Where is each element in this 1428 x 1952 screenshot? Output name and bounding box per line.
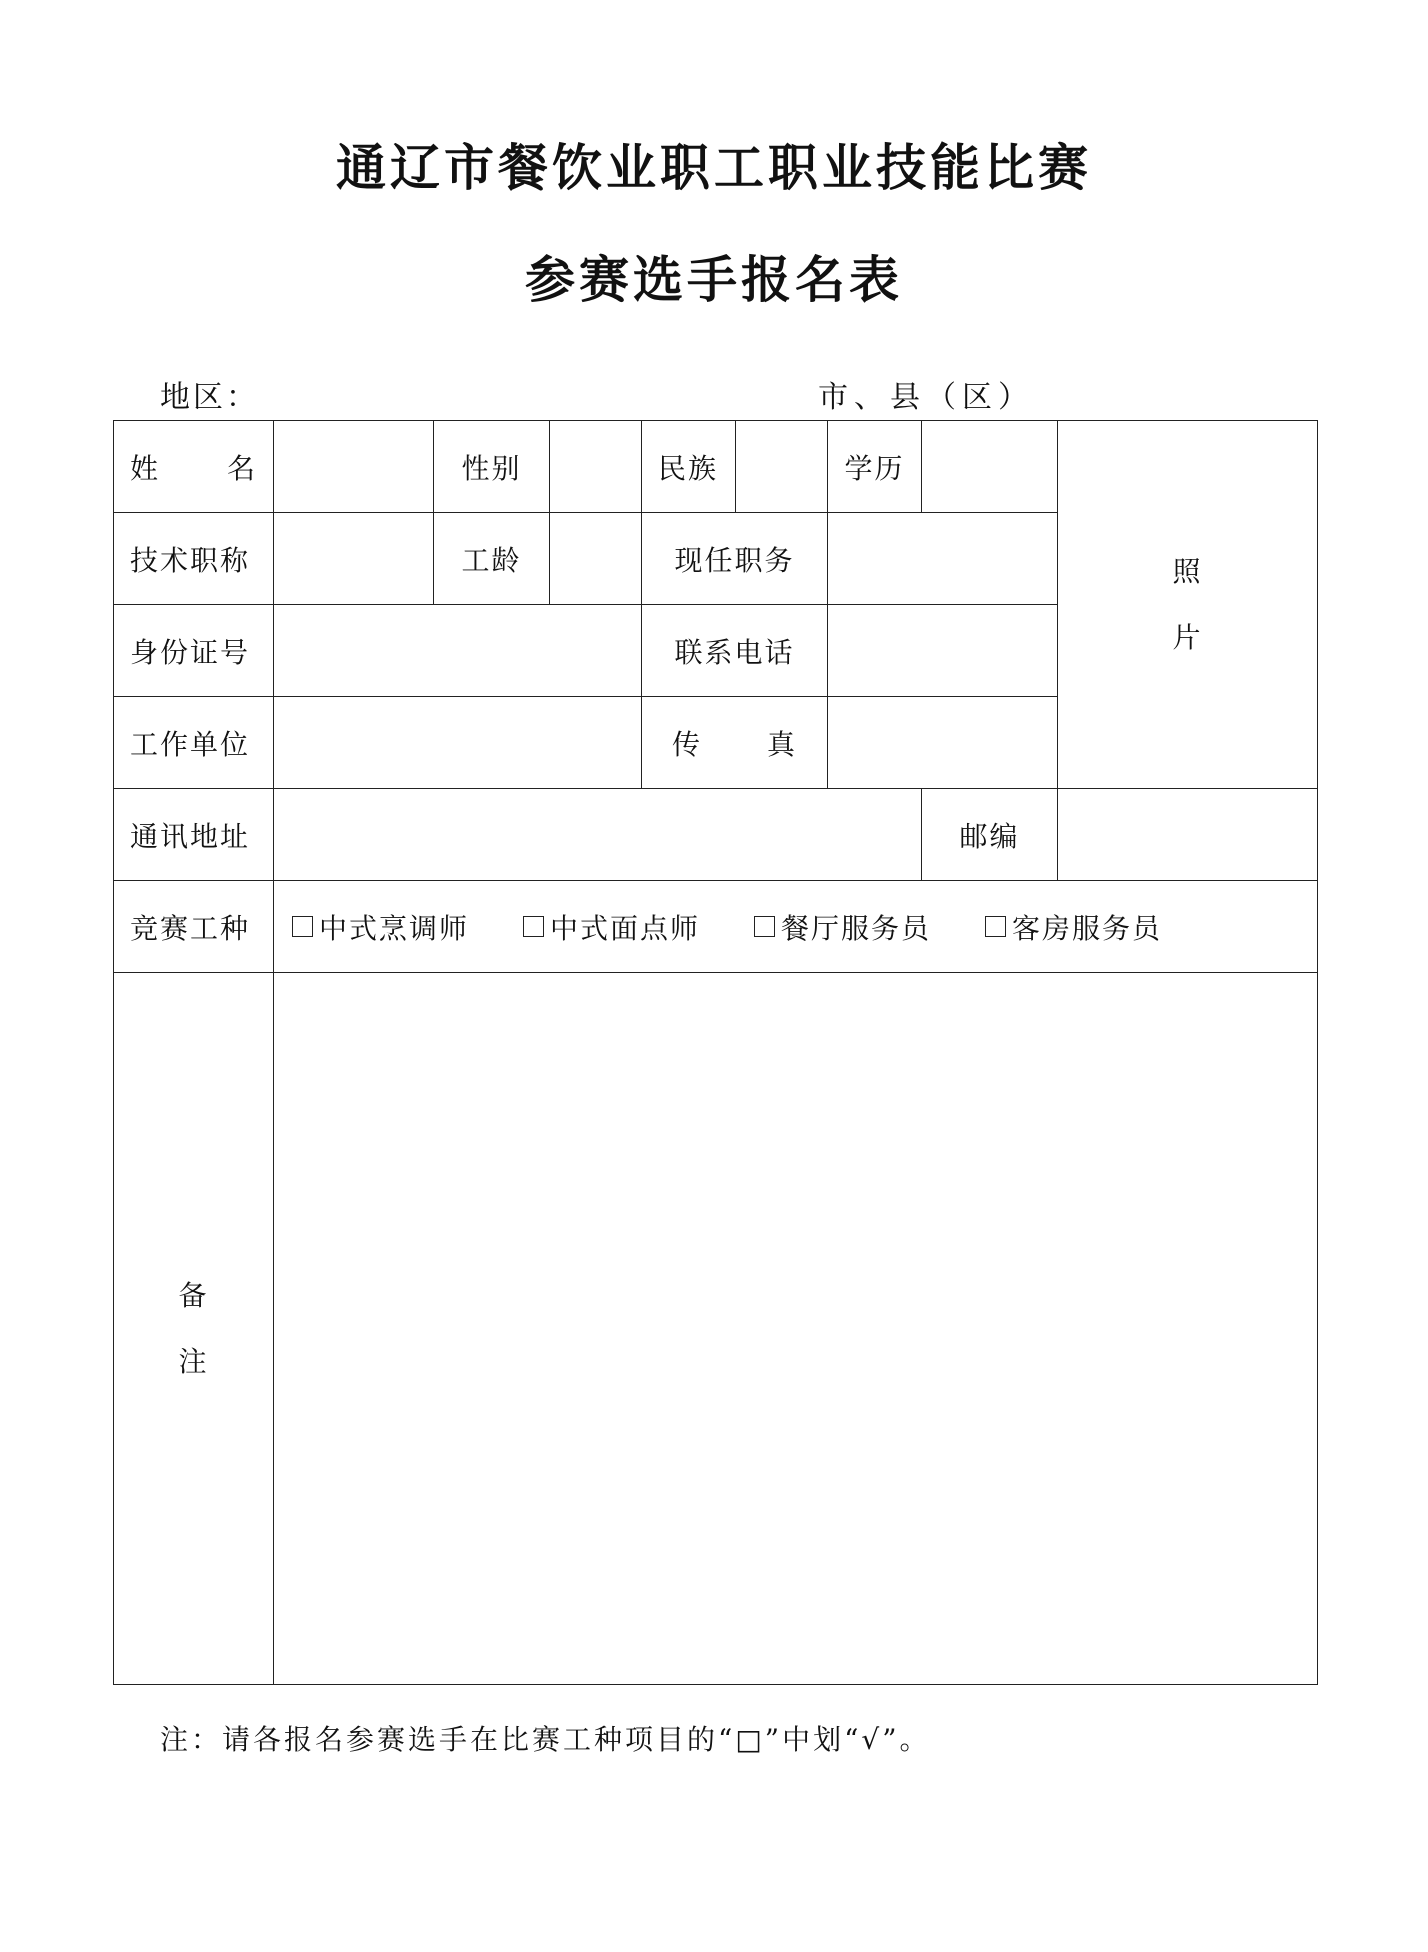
address-label: 通讯地址 [114,789,274,881]
seniority-field[interactable] [550,513,642,605]
form-subtitle: 参赛选手报名表 [525,251,903,309]
remarks-label: 备 注 [114,973,274,1685]
seniority-label: 工龄 [434,513,550,605]
checkbox-icon[interactable] [985,916,1006,937]
employer-field[interactable] [274,697,642,789]
gender-label: 性别 [434,421,550,513]
event-options [274,881,1318,973]
position-field[interactable] [828,513,1058,605]
event-option-pastry-chef[interactable]: 中式面点师 [523,907,700,947]
remarks-field[interactable] [274,973,1318,1685]
event-option-restaurant-waiter[interactable]: 餐厅服务员 [754,907,931,947]
phone-field[interactable] [828,605,1058,697]
phone-label: 联系电话 [642,605,828,697]
position-label: 现任职务 [642,513,828,605]
id-number-field[interactable] [274,605,642,697]
fax-label: 传 真 [642,697,828,789]
ethnicity-label: 民族 [642,421,736,513]
education-field[interactable] [922,421,1058,513]
photo-label-2: 片 [1172,620,1203,654]
photo-box[interactable] [1058,421,1318,789]
name-label: 姓 名 [114,421,274,513]
event-option-chinese-cook[interactable]: 中式烹调师 [292,907,469,947]
event-option-housekeeping[interactable]: 客房服务员 [985,907,1162,947]
postcode-field[interactable] [1058,789,1318,881]
checkbox-icon[interactable] [754,916,775,937]
fax-field[interactable] [828,697,1058,789]
checkbox-icon[interactable] [292,916,313,937]
region-suffix-label: 市、县（区） [818,380,1034,415]
gender-field[interactable] [550,421,642,513]
checkbox-icon[interactable] [523,916,544,937]
ethnicity-field[interactable] [736,421,828,513]
registration-table [113,420,1318,1685]
address-field[interactable] [274,789,922,881]
name-field[interactable] [274,421,434,513]
title-label: 技术职称 [114,513,274,605]
photo-label-1: 照 [1172,554,1203,588]
id-number-label: 身份证号 [114,605,274,697]
education-label: 学历 [828,421,922,513]
event-label: 竞赛工种 [114,881,274,973]
title-field[interactable] [274,513,434,605]
footnote: 注：请各报名参赛选手在比赛工种项目的“□”中划“√”。 [160,1723,931,1756]
region-label: 地区： [160,380,259,415]
postcode-label: 邮编 [922,789,1058,881]
employer-label: 工作单位 [114,697,274,789]
form-title: 通辽市餐饮业职工职业技能比赛 [336,139,1092,197]
